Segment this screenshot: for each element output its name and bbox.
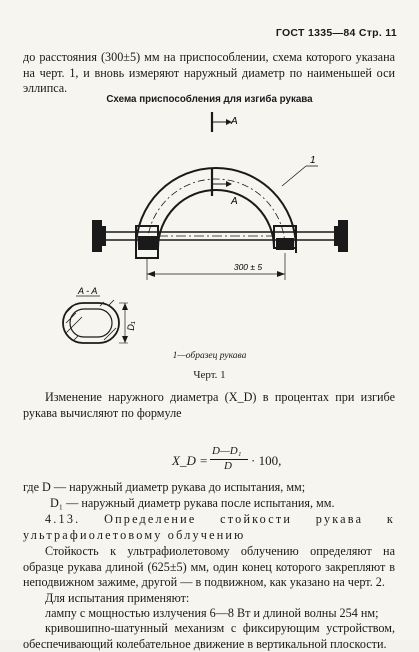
section-label: A - A: [78, 286, 98, 296]
bending-fixture-diagram: [0, 108, 419, 373]
figure-legend: 1—образец рукава: [172, 351, 247, 361]
page-header: ГОСТ 1335—84 Стр. 11: [275, 27, 397, 39]
figure-title: Схема приспособления для изгиба рукава: [106, 94, 313, 105]
figure-caption: Черт. 1: [193, 369, 226, 381]
section-mark-bottom: A: [231, 196, 238, 207]
d1-label: D₁: [126, 321, 136, 331]
paragraph-uv-resistance: Стойкость к ультрафиолетовому облучению определяют на образце рукава длиной (625±5) мм, один конец которого закрепляют в неподвижном зажиме, другой — в подвижном, как указано на черт. 2.: [23, 544, 395, 589]
section-mark-top: A: [231, 116, 238, 127]
dimension-label: 300 ± 5: [233, 262, 263, 272]
definition-d1: D₁ — наружный диаметр рукава после испытания, мм.: [50, 496, 335, 510]
equipment-lamp: лампу с мощностью излучения 6—8 Вт и длиной волны 254 нм;: [45, 606, 379, 620]
paragraph-equipment: Для испытания применяют:: [45, 591, 190, 605]
formula-tail: · 100,: [251, 453, 282, 468]
intro-paragraph: до расстояния (300±5) мм на приспособлении, схема которого указана на черт. 1, и вновь измеряют наружный диаметр по наименьшей оси эллипса.: [23, 50, 395, 95]
formula-denominator: D: [224, 460, 232, 472]
formula-numerator: D—D₁: [212, 445, 242, 457]
definition-d: где D — наружный диаметр рукава до испытания, мм;: [23, 480, 306, 494]
formula-lhs: X_D =: [172, 453, 208, 468]
paragraph-diameter-change: Изменение наружного диаметра (X_D) в процентах при изгибе рукава вычисляют по формуле: [23, 390, 395, 420]
section-4-13: 4.13. Определение стойкости рукава к ультрафиолетовому облучению: [23, 512, 395, 542]
item-number-1: 1: [310, 155, 316, 166]
equipment-mechanism: кривошипно-шатунный механизм с фиксирующим устройством, обеспечивающий колебательное движение в вертикальной плоскости.: [23, 621, 395, 651]
